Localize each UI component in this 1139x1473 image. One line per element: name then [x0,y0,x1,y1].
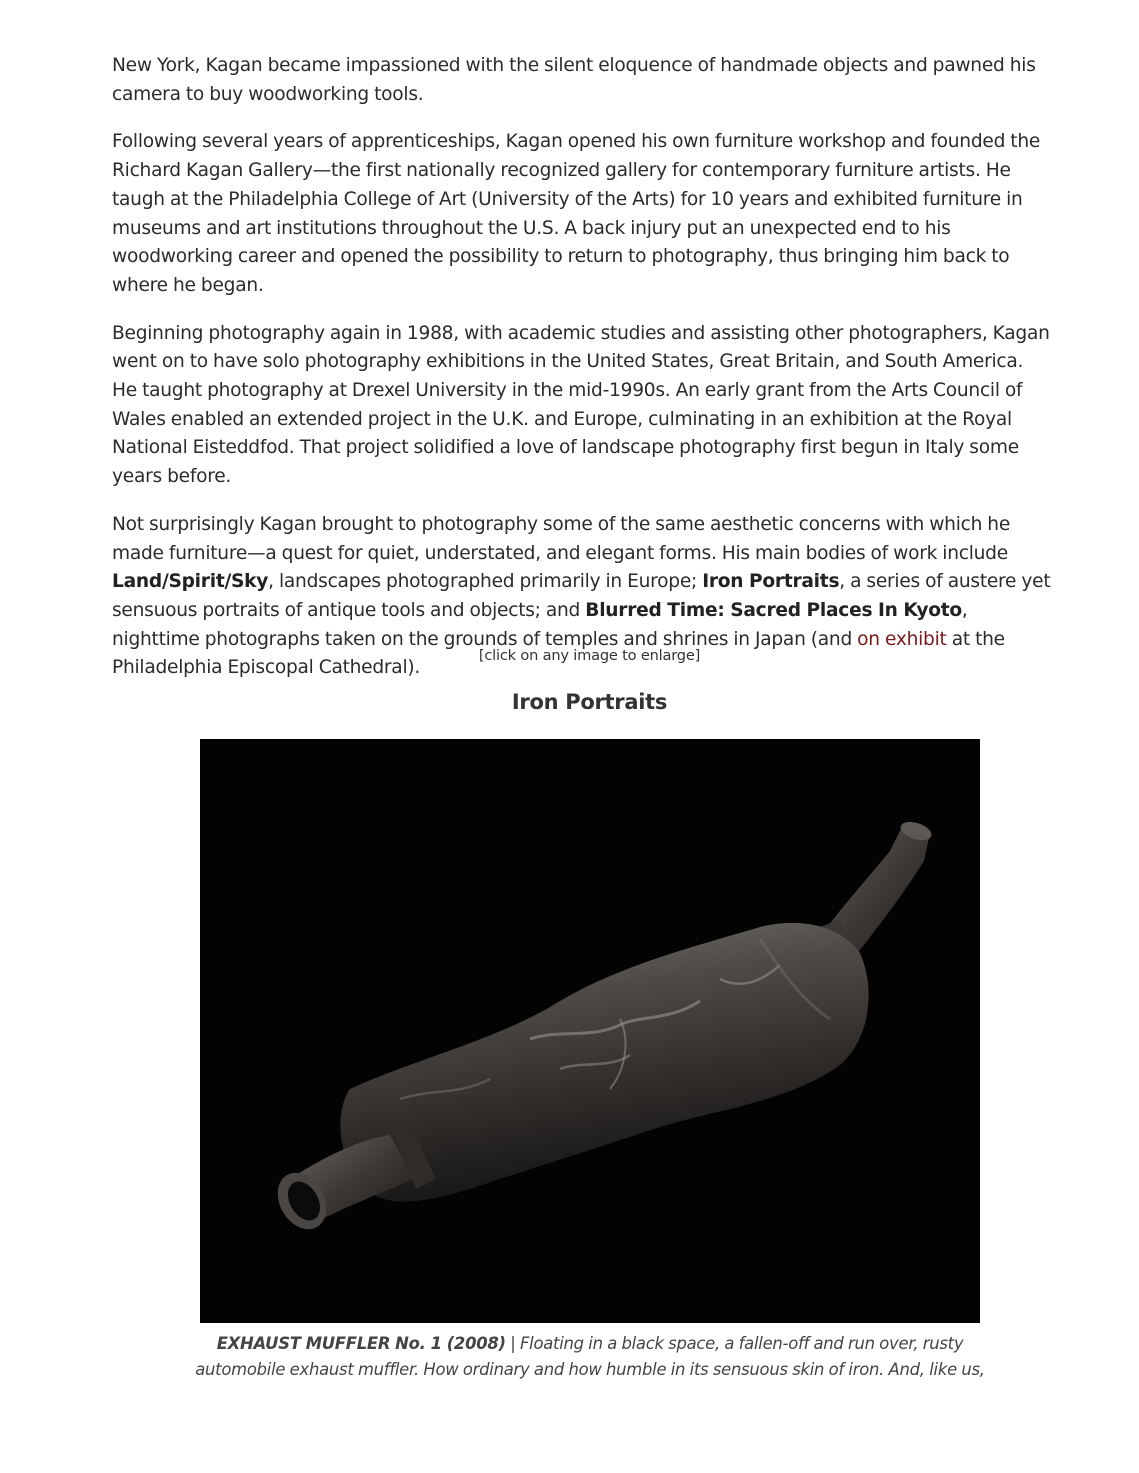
paragraph-furniture-career: Following several years of apprenticeships, Kagan opened his own furniture workshop and founded the Richard Kagan Gallery—the first nationally recognized gallery for contemporary furniture artists. He taugh at the Philadelphia College of Art (University of the Arts) for 10 years and exhibited furniture in museums and art institutions throughout the U.S. A back injury put an unexpected end to his woodworking career and opened the possibility to return to photography, thus bringing him back to where he began. [112,131,1041,296]
on-exhibit-link[interactable]: on exhibit [857,628,947,650]
work-title-blurred-time: Blurred Time: Sacred Places In Kyoto [585,599,962,621]
article-body [112,52,1052,702]
section-title-iron-portraits: Iron Portraits [511,690,668,714]
caption-title: EXHAUST MUFFLER No. 1 (2008) [216,1334,506,1353]
enlarge-hint: [click on any image to enlarge] [478,647,701,664]
bodies-text-2: , landscapes photographed primarily in Europe; [268,571,703,593]
work-title-iron-portraits: Iron Portraits [702,571,840,593]
exhaust-muffler-photo[interactable] [200,739,980,1323]
paragraph-photography-return: Beginning photography again in 1988, with academic studies and assisting other photographers, Kagan went on to have solo photography exhibitions in the United States, Great Britain, and South America. He taught photography at Drexel University in the mid-1990s. An early grant from the Arts Council of Wales enabled an extended project in the U.K. and Europe, culminating in an exhibition at the Royal National Eisteddfod. That project solidified a love of landscape photography first begun in Italy some years before. [112,322,1050,488]
paragraph-intro-end: New York, Kagan became impassioned with the silent eloquence of handmade objects and pawned his camera to buy woodworking tools. [112,55,1036,105]
caption-separator: | [505,1334,520,1353]
bodies-text-3: , a series of austere yet sensuous portraits of antique tools and objects; and [112,571,1051,621]
photo-caption [180,1331,1000,1382]
exhaust-muffler-image [200,739,980,1323]
caption-text: Floating in a black space, a fallen-off and run over, rusty automobile exhaust muffler. How ordinary and how humble in its sensuous skin of iron. And, like us, [195,1334,985,1379]
bodies-text-4: , nighttime photographs taken on the grounds of temples and shrines in Japan (and [112,599,968,650]
bodies-text-5: at the Philadelphia Episcopal Cathedral). [112,628,1005,679]
work-title-land-spirit-sky: Land/Spirit/Sky [112,571,269,593]
bodies-text-1: Not surprisingly Kagan brought to photography some of the same aesthetic concerns with which he made furniture—a quest for quiet, understated, and elegant forms. His main bodies of work include [112,513,1011,564]
